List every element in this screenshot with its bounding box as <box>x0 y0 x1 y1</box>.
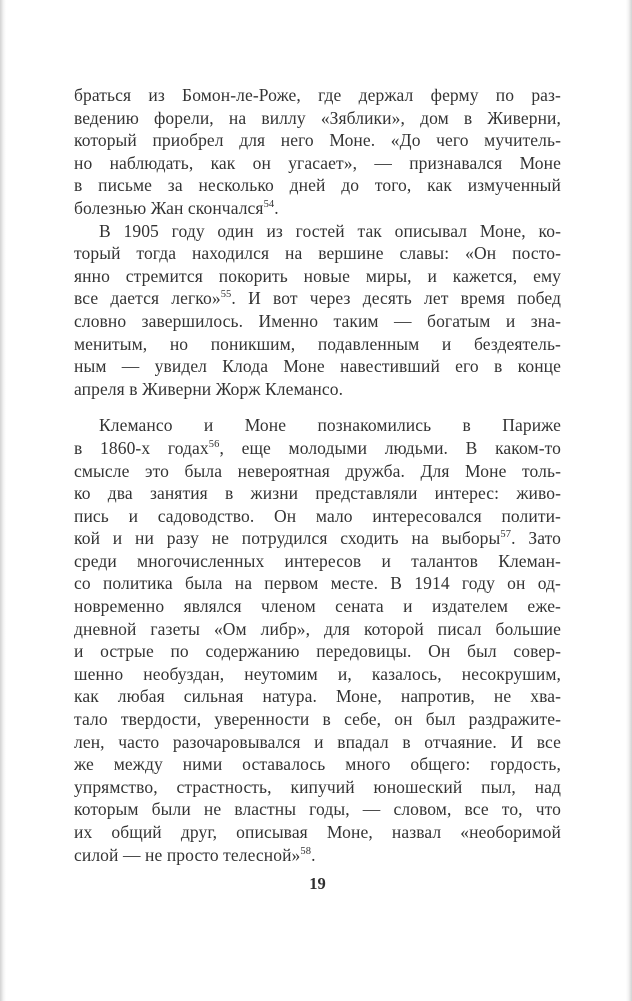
text-line: и острые по содержанию передовицы. Он был совер- <box>74 641 561 662</box>
footnote-marker: 56 <box>208 439 220 451</box>
text-line: в 1860-х годах$^{56}$, еще молодыми людьми. В каком-то <box>74 437 561 458</box>
text-line: дневной газеты «Ом либр», для которой писал большие <box>74 618 561 639</box>
text-line: словно завершилось. Именно таким — богатым и зна- <box>74 310 561 331</box>
text-line: торый тогда находился на вершине славы: «Он посто- <box>74 243 561 264</box>
text-line: болезнью Жан скончался$^{54}$. <box>74 197 279 218</box>
book-page-text <box>74 84 561 866</box>
paragraph <box>74 220 561 401</box>
footnote-marker: 58 <box>300 845 312 857</box>
text-line: лен, часто разочаровывался и впадал в отчаяние. И все <box>74 731 561 752</box>
footnote-marker: 57 <box>500 529 512 541</box>
text-line: который приобрел для него Моне. «До чего мучитель- <box>74 130 561 151</box>
text-line: шенно необуздан, неутомим и, казалось, несокрушим, <box>74 663 561 684</box>
text-line: янно стремится покорить новые миры, и кажется, ему <box>74 265 561 286</box>
text-line: смысле это была невероятная дружба. Для Моне толь- <box>74 460 561 481</box>
text-line: менитым, но поникшим, подавленным и бездеятель- <box>74 333 561 354</box>
text-line: апреля в Живерни Жорж Клемансо. <box>74 378 344 399</box>
page-edge-right <box>626 0 632 1001</box>
text-line: но наблюдать, как он угасает», — признавался Моне <box>74 152 561 173</box>
footnote-marker: 55 <box>220 289 232 301</box>
text-line: Клемансо и Моне познакомились в Париже <box>99 415 561 436</box>
paragraph-spacer <box>74 400 561 414</box>
text-line: которым были не властны годы, — словом, все то, что <box>74 799 561 820</box>
text-line: тало твердости, уверенности в себе, он был раздражите- <box>74 709 561 730</box>
text-line: пись и садоводство. Он мало интересовался полити- <box>74 505 561 526</box>
text-line: как любая сильная натура. Моне, напротив, не хва- <box>74 686 561 707</box>
text-line: же между ними оставалось много общего: гордость, <box>74 754 561 775</box>
paragraph <box>74 84 561 220</box>
text-line: браться из Бомон-ле-Роже, где держал ферму по раз- <box>74 85 561 105</box>
text-line: их общий друг, описывая Моне, назвал «необоримой <box>74 822 561 842</box>
text-line: все дается легко»$^{55}$. И вот через десять лет время побед <box>74 288 561 309</box>
text-line: В 1905 году один из гостей так описывал Моне, ко- <box>99 220 561 241</box>
text-line: ным — увидел Клода Моне навестивший его в конце <box>74 356 561 377</box>
text-line: среди многочисленных интересов и талантов Клеман- <box>74 550 561 571</box>
text-line: кой и ни разу не потрудился сходить на выборы$^{57}$. Зато <box>74 528 561 549</box>
footnote-marker: 54 <box>263 199 275 211</box>
text-line: новременно являлся членом сената и издателем еже- <box>74 596 561 617</box>
text-line: ко два занятия в жизни представляли интерес: живо- <box>74 483 561 504</box>
text-line: силой — не просто телесной»$^{58}$. <box>74 844 316 865</box>
text-line: ведению форели, на виллу «Зяблики», дом в Живерни, <box>74 107 561 128</box>
page-edge-left <box>0 0 6 1001</box>
text-line: со политика была на первом месте. В 1914 году он од- <box>74 573 561 594</box>
text-line: в письме за несколько дней до того, как измученный <box>74 175 561 196</box>
page-number: 19 <box>309 874 326 893</box>
paragraph <box>74 414 561 866</box>
text-line: упрямство, страстность, кипучий юношеский пыл, над <box>74 776 561 797</box>
